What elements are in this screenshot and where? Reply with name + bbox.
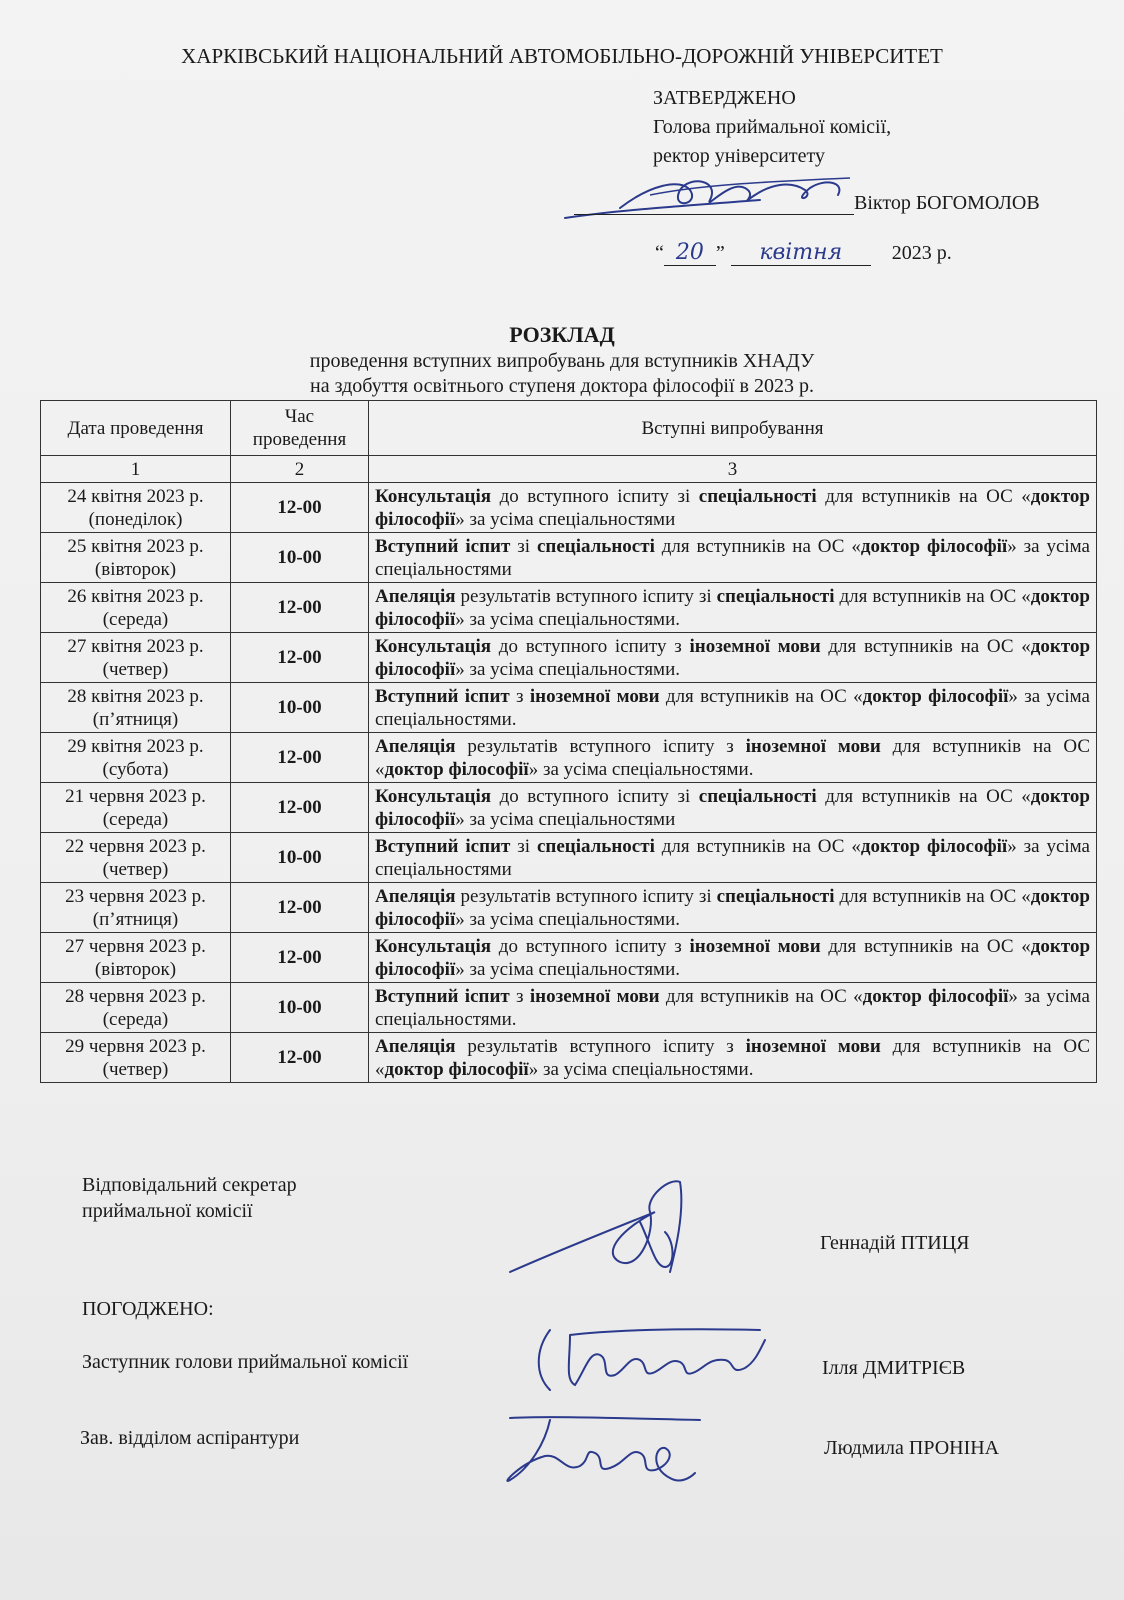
cell-date [41,1033,231,1083]
description-bold-segment: спеціальності [716,885,835,907]
cell-description [369,483,1097,533]
description-bold-segment: Вступний іспит [375,685,510,707]
table-header-row [41,401,1097,456]
table-row [41,783,1097,833]
cell-description [369,533,1097,583]
secretary-role-line-1: Відповідальний секретар [82,1174,297,1196]
description-segment: » за усіма спеціальностями [375,835,1090,880]
description-bold-segment: іноземної мови [529,685,660,707]
description-segment: » за усіма спеціальностями. [528,758,754,780]
description-segment: » за усіма спеціальностями. [455,658,680,680]
cell-description [369,883,1097,933]
schedule-title: РОЗКЛАД [509,322,615,347]
description-segment: для вступників на ОС « [820,635,1031,657]
weekday-text: (середа) [102,1008,169,1030]
column-number-1: 1 [41,456,231,483]
column-number-row [41,456,1097,483]
cell-description [369,833,1097,883]
description-segment: з [509,985,530,1007]
header-time [231,401,369,456]
secretary-role-line-2: приймальної комісії [82,1200,253,1222]
cell-time: 12-00 [231,883,369,933]
cell-date [41,683,231,733]
cell-date [41,633,231,683]
description-bold-segment: доктор філософії [375,585,1090,630]
description-segment: до вступного іспиту з [491,935,690,957]
header-time-line-2: проведення [252,429,347,450]
description-segment: результатів вступного іспиту зі [455,585,717,607]
description-segment: зі [510,535,537,557]
agreed-label: ПОГОДЖЕНО: [82,1298,214,1320]
postgrad-head-signature [490,1408,710,1498]
description-segment: з [509,685,530,707]
description-bold-segment: Вступний іспит [375,535,511,557]
description-segment: для вступників на ОС « [659,685,863,707]
description-segment: для вступників на ОС « [375,1035,1091,1080]
schedule-subtitle-2: на здобуття освітнього ступеня доктора філософії в 2023 р. [310,375,814,397]
description-segment: » за усіма спеціальностями [455,508,676,530]
description-bold-segment: іноземної мови [745,735,881,757]
description-bold-segment: доктор філософії [860,535,1008,557]
description-segment: » за усіма спеціальностями [455,808,676,830]
table-row [41,633,1097,683]
description-bold-segment: іноземної мови [689,935,821,957]
deputy-role: Заступник голови приймальної комісії [82,1351,409,1373]
header-date: Дата проведення [41,401,231,456]
date-open-quote: “ [655,242,664,264]
description-segment: для вступників на ОС « [816,785,1031,807]
description-bold-segment: спеціальності [536,835,655,857]
rector-sign-line [574,192,1040,215]
cell-description [369,733,1097,783]
description-bold-segment: Консультація [375,935,492,957]
weekday-text: (четвер) [102,658,169,680]
table-row [41,933,1097,983]
weekday-text: (четвер) [102,858,169,880]
cell-date [41,833,231,883]
date-text: 24 квітня 2023 р. [67,485,204,507]
description-segment: для вступників на ОС « [654,835,861,857]
description-segment: » за усіма спеціальностями. [375,685,1090,730]
cell-time: 10-00 [231,533,369,583]
cell-date [41,483,231,533]
table-row [41,483,1097,533]
approval-date [655,240,952,266]
description-segment: для вступників на ОС « [659,985,863,1007]
table-row [41,683,1097,733]
university-name: ХАРКІВСЬКИЙ НАЦІОНАЛЬНИЙ АВТОМОБІЛЬНО-ДОРОЖНІЙ УНІВЕРСИТЕТ [181,44,943,68]
weekday-text: (вівторок) [94,958,177,980]
rector-name: Віктор БОГОМОЛОВ [854,192,1040,214]
approval-block [653,84,891,171]
cell-date [41,933,231,983]
description-segment: для вступників на ОС « [820,935,1031,957]
deputy-signature [530,1320,770,1400]
cell-description [369,783,1097,833]
description-segment: для вступників на ОС « [816,485,1031,507]
cell-time: 12-00 [231,1033,369,1083]
date-day: 20 [664,240,716,266]
table-row [41,583,1097,633]
cell-time: 12-00 [231,483,369,533]
description-bold-segment: доктор філософії [375,635,1091,680]
description-bold-segment: Апеляція [375,885,456,907]
cell-date [41,533,231,583]
cell-time: 10-00 [231,983,369,1033]
description-bold-segment: Консультація [375,785,492,807]
cell-date [41,983,231,1033]
description-bold-segment: Вступний іспит [375,985,510,1007]
schedule-table [40,400,1097,1083]
column-number-2: 2 [231,456,369,483]
description-bold-segment: Вступний іспит [375,835,511,857]
cell-time: 12-00 [231,933,369,983]
description-segment: для вступників на ОС « [654,535,861,557]
weekday-text: (п’ятниця) [92,708,179,730]
date-close-quote: ” [715,242,725,264]
date-text: 28 червня 2023 р. [65,985,206,1007]
date-text: 29 квітня 2023 р. [67,735,204,757]
approver-role-2: ректор університету [653,145,825,167]
weekday-text: (п’ятниця) [92,908,179,930]
description-bold-segment: Апеляція [375,585,456,607]
date-text: 27 червня 2023 р. [65,935,206,957]
description-segment: для вступників на ОС « [375,735,1091,780]
cell-description [369,983,1097,1033]
description-bold-segment: спеціальності [698,485,817,507]
secretary-signature [505,1172,705,1282]
description-segment: зі [510,835,537,857]
date-text: 27 квітня 2023 р. [67,635,204,657]
postgrad-head-name: Людмила ПРОНІНА [824,1437,1000,1459]
description-segment: до вступного іспиту зі [491,485,699,507]
table-row [41,733,1097,783]
cell-description [369,933,1097,983]
description-segment: » за усіма спеціальностями. [375,985,1090,1030]
description-bold-segment: доктор філософії [375,485,1090,530]
description-bold-segment: іноземної мови [745,1035,881,1057]
description-bold-segment: іноземної мови [529,985,660,1007]
description-bold-segment: спеціальності [716,585,835,607]
cell-time: 10-00 [231,833,369,883]
weekday-text: (середа) [102,808,169,830]
description-segment: для вступників на ОС « [834,585,1031,607]
description-bold-segment: доктор філософії [860,835,1008,857]
cell-time: 12-00 [231,633,369,683]
cell-time: 12-00 [231,783,369,833]
date-text: 22 червня 2023 р. [65,835,206,857]
cell-description [369,1033,1097,1083]
cell-date [41,883,231,933]
header-time-line-1: Час [284,406,315,427]
approver-role-1: Голова приймальної комісії, [653,116,892,138]
column-number-3: 3 [369,456,1097,483]
cell-description [369,633,1097,683]
description-segment: результатів вступного іспиту зі [455,885,717,907]
weekday-text: (субота) [102,758,169,780]
description-bold-segment: доктор філософії [384,1058,529,1080]
description-bold-segment: доктор філософії [862,685,1009,707]
table-row [41,1033,1097,1083]
cell-description [369,683,1097,733]
table-row [41,533,1097,583]
schedule-subtitle-1: проведення вступних випробувань для вступників ХНАДУ [309,350,815,372]
cell-time: 12-00 [231,733,369,783]
secretary-name: Геннадій ПТИЦЯ [820,1232,970,1254]
cell-time: 10-00 [231,683,369,733]
description-segment: результатів вступного іспиту з [455,735,746,757]
description-bold-segment: Апеляція [375,1035,456,1057]
table-row [41,833,1097,883]
date-text: 28 квітня 2023 р. [67,685,204,707]
header-event: Вступні випробування [369,401,1097,456]
description-bold-segment: спеціальності [698,785,817,807]
approved-label: ЗАТВЕРДЖЕНО [653,87,796,109]
description-bold-segment: доктор філософії [384,758,529,780]
cell-date [41,733,231,783]
cell-time: 12-00 [231,583,369,633]
weekday-text: (понеділок) [88,508,183,530]
weekday-text: (четвер) [102,1058,169,1080]
signature-blank [574,196,854,215]
description-segment: » за усіма спеціальностями. [455,958,680,980]
cell-description [369,583,1097,633]
table-row [41,883,1097,933]
date-text: 25 квітня 2023 р. [67,535,204,557]
description-segment: » за усіма спеціальностями. [528,1058,754,1080]
date-text: 23 червня 2023 р. [65,885,206,907]
description-segment: для вступників на ОС « [834,885,1031,907]
description-segment: до вступного іспиту з [491,635,690,657]
postgrad-head-role: Зав. відділом аспірантури [80,1427,300,1449]
description-segment: результатів вступного іспиту з [455,1035,746,1057]
table-row [41,983,1097,1033]
description-segment: » за усіма спеціальностями. [455,608,680,630]
deputy-name: Ілля ДМИТРІЄВ [822,1357,966,1379]
date-month: квітня [731,240,871,266]
description-bold-segment: доктор філософії [375,785,1090,830]
cell-date [41,783,231,833]
date-text: 29 червня 2023 р. [65,1035,206,1057]
description-bold-segment: доктор філософії [375,935,1091,980]
date-text: 21 червня 2023 р. [65,785,206,807]
description-segment: до вступного іспиту зі [491,785,699,807]
date-year: 2023 р. [891,242,952,264]
description-bold-segment: Консультація [375,485,492,507]
weekday-text: (середа) [102,608,169,630]
description-bold-segment: спеціальності [536,535,655,557]
secretary-role [82,1172,297,1224]
description-bold-segment: доктор філософії [375,885,1090,930]
date-text: 26 квітня 2023 р. [67,585,204,607]
description-bold-segment: доктор філософії [862,985,1009,1007]
schedule-body [41,483,1097,1083]
description-bold-segment: Апеляція [375,735,456,757]
cell-date [41,583,231,633]
weekday-text: (вівторок) [94,558,177,580]
description-segment: » за усіма спеціальностями. [455,908,680,930]
description-segment: » за усіма спеціальностями [375,535,1090,580]
description-bold-segment: іноземної мови [689,635,821,657]
description-bold-segment: Консультація [375,635,492,657]
